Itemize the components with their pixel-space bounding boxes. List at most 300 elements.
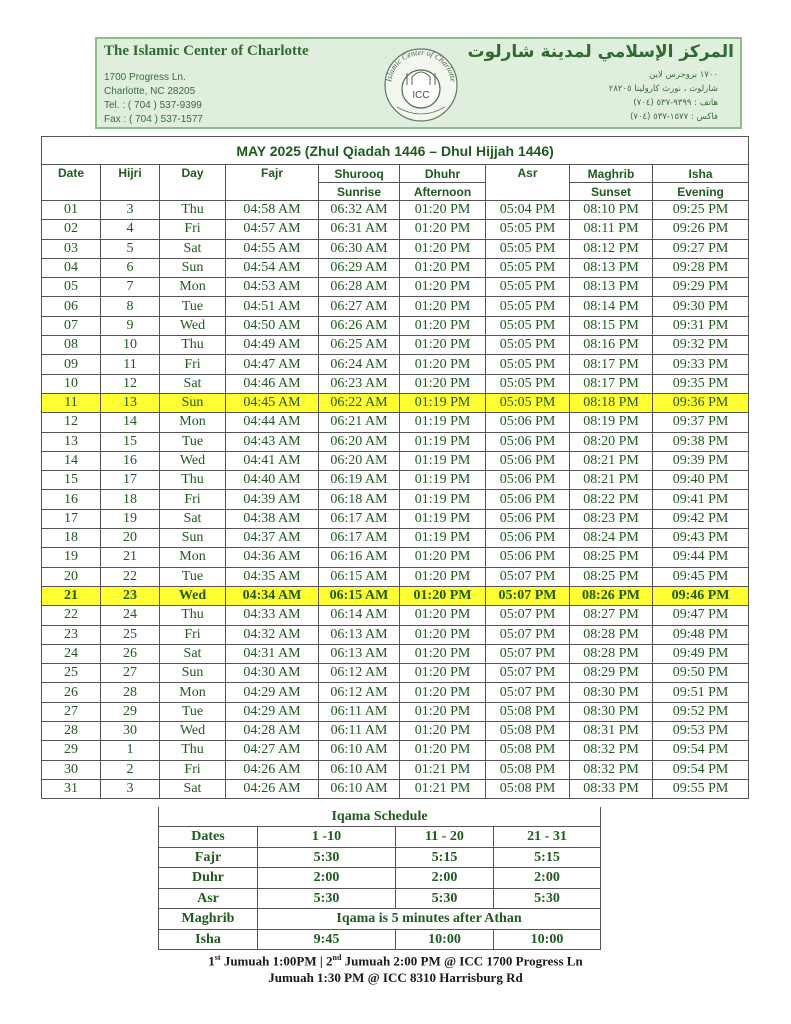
cell-hijri: 6 bbox=[101, 258, 160, 277]
iqama-time: 5:30 bbox=[396, 888, 494, 909]
cell-hijri: 5 bbox=[101, 239, 160, 258]
cell-day: Sun bbox=[160, 393, 226, 412]
cell-hijri: 14 bbox=[101, 413, 160, 432]
cell-maghrib: 08:33 PM bbox=[570, 779, 653, 798]
cell-shurooq: 06:13 AM bbox=[319, 644, 400, 663]
jumuah-1-number: 1 bbox=[208, 953, 215, 969]
iqama-schedule-table bbox=[158, 807, 601, 950]
table-row bbox=[42, 683, 749, 702]
arabic-address-1: ١٧٠٠ بروجرس لاين bbox=[649, 70, 718, 80]
cell-hijri: 17 bbox=[101, 471, 160, 490]
table-row bbox=[42, 239, 749, 258]
header-sunrise: Sunrise bbox=[319, 183, 400, 201]
cell-fajr: 04:54 AM bbox=[226, 258, 319, 277]
cell-dhuhr: 01:21 PM bbox=[400, 779, 486, 798]
cell-dhuhr: 01:20 PM bbox=[400, 722, 486, 741]
iqama-time: 2:00 bbox=[494, 868, 601, 889]
cell-dhuhr: 01:20 PM bbox=[400, 201, 486, 220]
iqama-row-asr bbox=[159, 888, 601, 909]
header-dhuhr: Dhuhr bbox=[400, 165, 486, 183]
cell-fajr: 04:40 AM bbox=[226, 471, 319, 490]
cell-day: Fri bbox=[160, 760, 226, 779]
cell-day: Sat bbox=[160, 779, 226, 798]
header-maghrib: Maghrib bbox=[570, 165, 653, 183]
cell-asr: 05:07 PM bbox=[486, 567, 570, 586]
cell-date: 15 bbox=[42, 471, 101, 490]
iqama-title: Iqama Schedule bbox=[159, 807, 601, 827]
cell-isha: 09:52 PM bbox=[653, 702, 749, 721]
iqama-prayer: Duhr bbox=[159, 868, 258, 889]
cell-maghrib: 08:22 PM bbox=[570, 490, 653, 509]
cell-day: Fri bbox=[160, 625, 226, 644]
cell-asr: 05:07 PM bbox=[486, 586, 570, 605]
cell-maghrib: 08:32 PM bbox=[570, 741, 653, 760]
cell-fajr: 04:32 AM bbox=[226, 625, 319, 644]
iqama-time: 9:45 bbox=[258, 929, 396, 950]
cell-fajr: 04:35 AM bbox=[226, 567, 319, 586]
cell-date: 16 bbox=[42, 490, 101, 509]
cell-dhuhr: 01:20 PM bbox=[400, 683, 486, 702]
cell-dhuhr: 01:20 PM bbox=[400, 664, 486, 683]
cell-shurooq: 06:11 AM bbox=[319, 702, 400, 721]
cell-date: 27 bbox=[42, 702, 101, 721]
header-afternoon: Afternoon bbox=[400, 183, 486, 201]
cell-dhuhr: 01:19 PM bbox=[400, 529, 486, 548]
cell-fajr: 04:49 AM bbox=[226, 336, 319, 355]
table-row bbox=[42, 625, 749, 644]
cell-day: Sat bbox=[160, 239, 226, 258]
iqama-row-isha bbox=[159, 929, 601, 950]
iqama-time: 5:30 bbox=[494, 888, 601, 909]
cell-asr: 05:07 PM bbox=[486, 644, 570, 663]
cell-maghrib: 08:13 PM bbox=[570, 258, 653, 277]
cell-day: Wed bbox=[160, 586, 226, 605]
cell-maghrib: 08:30 PM bbox=[570, 702, 653, 721]
cell-maghrib: 08:25 PM bbox=[570, 567, 653, 586]
cell-asr: 05:08 PM bbox=[486, 760, 570, 779]
table-row bbox=[42, 355, 749, 374]
cell-maghrib: 08:30 PM bbox=[570, 683, 653, 702]
cell-asr: 05:06 PM bbox=[486, 413, 570, 432]
cell-asr: 05:07 PM bbox=[486, 625, 570, 644]
cell-hijri: 20 bbox=[101, 529, 160, 548]
org-name: The Islamic Center of Charlotte bbox=[104, 43, 309, 59]
cell-date: 19 bbox=[42, 548, 101, 567]
table-row bbox=[42, 644, 749, 663]
cell-isha: 09:41 PM bbox=[653, 490, 749, 509]
cell-asr: 05:07 PM bbox=[486, 606, 570, 625]
cell-dhuhr: 01:20 PM bbox=[400, 548, 486, 567]
cell-shurooq: 06:20 AM bbox=[319, 451, 400, 470]
cell-dhuhr: 01:21 PM bbox=[400, 760, 486, 779]
cell-asr: 05:08 PM bbox=[486, 702, 570, 721]
cell-day: Mon bbox=[160, 413, 226, 432]
cell-dhuhr: 01:20 PM bbox=[400, 702, 486, 721]
cell-fajr: 04:36 AM bbox=[226, 548, 319, 567]
cell-maghrib: 08:21 PM bbox=[570, 451, 653, 470]
cell-dhuhr: 01:19 PM bbox=[400, 413, 486, 432]
cell-maghrib: 08:21 PM bbox=[570, 471, 653, 490]
cell-hijri: 23 bbox=[101, 586, 160, 605]
address-line-2: Charlotte, NC 28205 bbox=[104, 86, 196, 97]
cell-isha: 09:29 PM bbox=[653, 278, 749, 297]
cell-asr: 05:07 PM bbox=[486, 683, 570, 702]
cell-shurooq: 06:30 AM bbox=[319, 239, 400, 258]
iqama-time: 10:00 bbox=[494, 929, 601, 950]
cell-shurooq: 06:32 AM bbox=[319, 201, 400, 220]
table-row bbox=[42, 393, 749, 412]
cell-maghrib: 08:25 PM bbox=[570, 548, 653, 567]
cell-day: Sat bbox=[160, 644, 226, 663]
cell-date: 02 bbox=[42, 220, 101, 239]
cell-hijri: 29 bbox=[101, 702, 160, 721]
cell-hijri: 11 bbox=[101, 355, 160, 374]
cell-day: Thu bbox=[160, 471, 226, 490]
cell-isha: 09:55 PM bbox=[653, 779, 749, 798]
cell-day: Tue bbox=[160, 567, 226, 586]
cell-date: 18 bbox=[42, 529, 101, 548]
cell-asr: 05:05 PM bbox=[486, 239, 570, 258]
cell-hijri: 15 bbox=[101, 432, 160, 451]
iqama-range-1: 1 -10 bbox=[258, 827, 396, 848]
cell-isha: 09:44 PM bbox=[653, 548, 749, 567]
cell-day: Mon bbox=[160, 683, 226, 702]
cell-date: 23 bbox=[42, 625, 101, 644]
cell-hijri: 12 bbox=[101, 374, 160, 393]
cell-shurooq: 06:18 AM bbox=[319, 490, 400, 509]
cell-fajr: 04:28 AM bbox=[226, 722, 319, 741]
cell-date: 20 bbox=[42, 567, 101, 586]
cell-maghrib: 08:17 PM bbox=[570, 374, 653, 393]
cell-fajr: 04:34 AM bbox=[226, 586, 319, 605]
cell-dhuhr: 01:19 PM bbox=[400, 451, 486, 470]
cell-date: 12 bbox=[42, 413, 101, 432]
table-row bbox=[42, 258, 749, 277]
cell-fajr: 04:57 AM bbox=[226, 220, 319, 239]
table-row bbox=[42, 297, 749, 316]
table-row bbox=[42, 548, 749, 567]
cell-hijri: 25 bbox=[101, 625, 160, 644]
cell-dhuhr: 01:20 PM bbox=[400, 644, 486, 663]
cell-day: Tue bbox=[160, 297, 226, 316]
cell-date: 30 bbox=[42, 760, 101, 779]
table-row bbox=[42, 451, 749, 470]
cell-day: Fri bbox=[160, 490, 226, 509]
jumuah-line-2: Jumuah 1:30 PM @ ICC 8310 Harrisburg Rd bbox=[268, 970, 523, 985]
cell-asr: 05:06 PM bbox=[486, 490, 570, 509]
cell-date: 25 bbox=[42, 664, 101, 683]
cell-asr: 05:08 PM bbox=[486, 722, 570, 741]
table-row bbox=[42, 567, 749, 586]
cell-date: 31 bbox=[42, 779, 101, 798]
cell-date: 10 bbox=[42, 374, 101, 393]
cell-maghrib: 08:29 PM bbox=[570, 664, 653, 683]
cell-fajr: 04:30 AM bbox=[226, 664, 319, 683]
header-date: Date bbox=[42, 165, 101, 201]
prayer-times-table bbox=[41, 136, 749, 799]
cell-hijri: 18 bbox=[101, 490, 160, 509]
iqama-row-duhr bbox=[159, 868, 601, 889]
cell-shurooq: 06:12 AM bbox=[319, 664, 400, 683]
cell-dhuhr: 01:19 PM bbox=[400, 471, 486, 490]
header-evening: Evening bbox=[653, 183, 749, 201]
cell-day: Mon bbox=[160, 278, 226, 297]
cell-dhuhr: 01:19 PM bbox=[400, 393, 486, 412]
cell-asr: 05:06 PM bbox=[486, 451, 570, 470]
cell-isha: 09:31 PM bbox=[653, 316, 749, 335]
cell-shurooq: 06:17 AM bbox=[319, 509, 400, 528]
telephone: Tel. : ( 704 ) 537-9399 bbox=[104, 100, 202, 111]
cell-date: 01 bbox=[42, 201, 101, 220]
cell-maghrib: 08:15 PM bbox=[570, 316, 653, 335]
header-asr: Asr bbox=[486, 165, 570, 201]
cell-shurooq: 06:28 AM bbox=[319, 278, 400, 297]
cell-hijri: 3 bbox=[101, 201, 160, 220]
cell-isha: 09:27 PM bbox=[653, 239, 749, 258]
table-row bbox=[42, 741, 749, 760]
cell-dhuhr: 01:20 PM bbox=[400, 297, 486, 316]
cell-isha: 09:38 PM bbox=[653, 432, 749, 451]
cell-day: Fri bbox=[160, 220, 226, 239]
table-row bbox=[42, 336, 749, 355]
table-row bbox=[42, 201, 749, 220]
cell-day: Thu bbox=[160, 741, 226, 760]
cell-shurooq: 06:10 AM bbox=[319, 760, 400, 779]
header-sunset: Sunset bbox=[570, 183, 653, 201]
jumuah-line-1 bbox=[0, 953, 791, 969]
cell-dhuhr: 01:20 PM bbox=[400, 567, 486, 586]
cell-shurooq: 06:10 AM bbox=[319, 779, 400, 798]
cell-dhuhr: 01:19 PM bbox=[400, 490, 486, 509]
table-row bbox=[42, 374, 749, 393]
cell-isha: 09:51 PM bbox=[653, 683, 749, 702]
cell-shurooq: 06:16 AM bbox=[319, 548, 400, 567]
iqama-time: 2:00 bbox=[396, 868, 494, 889]
arabic-title: المركز الإسلامي لمدينة شارلوت bbox=[467, 42, 734, 62]
cell-shurooq: 06:26 AM bbox=[319, 316, 400, 335]
iqama-header-row bbox=[159, 827, 601, 848]
cell-dhuhr: 01:20 PM bbox=[400, 374, 486, 393]
cell-maghrib: 08:31 PM bbox=[570, 722, 653, 741]
cell-dhuhr: 01:20 PM bbox=[400, 239, 486, 258]
cell-fajr: 04:44 AM bbox=[226, 413, 319, 432]
iqama-row-maghrib bbox=[159, 909, 601, 930]
cell-shurooq: 06:24 AM bbox=[319, 355, 400, 374]
cell-maghrib: 08:32 PM bbox=[570, 760, 653, 779]
table-row bbox=[42, 278, 749, 297]
cell-hijri: 4 bbox=[101, 220, 160, 239]
cell-fajr: 04:51 AM bbox=[226, 297, 319, 316]
header-hijri: Hijri bbox=[101, 165, 160, 201]
cell-day: Wed bbox=[160, 722, 226, 741]
cell-dhuhr: 01:20 PM bbox=[400, 258, 486, 277]
cell-maghrib: 08:26 PM bbox=[570, 586, 653, 605]
cell-date: 11 bbox=[42, 393, 101, 412]
cell-hijri: 26 bbox=[101, 644, 160, 663]
cell-day: Tue bbox=[160, 702, 226, 721]
cell-shurooq: 06:25 AM bbox=[319, 336, 400, 355]
jumuah-2-suffix: nd bbox=[332, 953, 342, 962]
cell-date: 04 bbox=[42, 258, 101, 277]
address-line-1: 1700 Progress Ln. bbox=[104, 72, 186, 83]
fax: Fax : ( 704 ) 537-1577 bbox=[104, 114, 203, 125]
cell-maghrib: 08:13 PM bbox=[570, 278, 653, 297]
iqama-maghrib-note: Iqama is 5 minutes after Athan bbox=[258, 909, 601, 930]
cell-shurooq: 06:23 AM bbox=[319, 374, 400, 393]
cell-maghrib: 08:24 PM bbox=[570, 529, 653, 548]
cell-hijri: 30 bbox=[101, 722, 160, 741]
cell-day: Tue bbox=[160, 432, 226, 451]
cell-shurooq: 06:13 AM bbox=[319, 625, 400, 644]
cell-hijri: 28 bbox=[101, 683, 160, 702]
jumuah-2-text: Jumuah 2:00 PM @ ICC 1700 Progress Ln bbox=[341, 953, 583, 969]
cell-hijri: 10 bbox=[101, 336, 160, 355]
cell-hijri: 3 bbox=[101, 779, 160, 798]
cell-fajr: 04:37 AM bbox=[226, 529, 319, 548]
table-row bbox=[42, 220, 749, 239]
cell-day: Sat bbox=[160, 374, 226, 393]
cell-date: 03 bbox=[42, 239, 101, 258]
cell-asr: 05:06 PM bbox=[486, 548, 570, 567]
iqama-time: 2:00 bbox=[258, 868, 396, 889]
cell-asr: 05:06 PM bbox=[486, 471, 570, 490]
cell-hijri: 7 bbox=[101, 278, 160, 297]
cell-fajr: 04:27 AM bbox=[226, 741, 319, 760]
cell-hijri: 2 bbox=[101, 760, 160, 779]
header-isha: Isha bbox=[653, 165, 749, 183]
cell-fajr: 04:46 AM bbox=[226, 374, 319, 393]
cell-hijri: 8 bbox=[101, 297, 160, 316]
table-row bbox=[42, 529, 749, 548]
cell-maghrib: 08:28 PM bbox=[570, 625, 653, 644]
cell-isha: 09:49 PM bbox=[653, 644, 749, 663]
cell-isha: 09:39 PM bbox=[653, 451, 749, 470]
header-fajr: Fajr bbox=[226, 165, 319, 201]
cell-isha: 09:35 PM bbox=[653, 374, 749, 393]
cell-asr: 05:05 PM bbox=[486, 336, 570, 355]
iqama-prayer: Isha bbox=[159, 929, 258, 950]
cell-shurooq: 06:14 AM bbox=[319, 606, 400, 625]
cell-hijri: 21 bbox=[101, 548, 160, 567]
cell-maghrib: 08:27 PM bbox=[570, 606, 653, 625]
cell-fajr: 04:55 AM bbox=[226, 239, 319, 258]
cell-hijri: 22 bbox=[101, 567, 160, 586]
iqama-time: 10:00 bbox=[396, 929, 494, 950]
cell-day: Thu bbox=[160, 336, 226, 355]
cell-fajr: 04:58 AM bbox=[226, 201, 319, 220]
cell-asr: 05:08 PM bbox=[486, 779, 570, 798]
cell-maghrib: 08:28 PM bbox=[570, 644, 653, 663]
table-row bbox=[42, 509, 749, 528]
iqama-range-2: 11 - 20 bbox=[396, 827, 494, 848]
cell-hijri: 16 bbox=[101, 451, 160, 470]
cell-date: 28 bbox=[42, 722, 101, 741]
logo-arc-text: Islamic Center of Charlotte bbox=[384, 47, 458, 83]
jumuah-1-text: Jumuah 1:00PM | 2 bbox=[220, 953, 333, 969]
cell-fajr: 04:41 AM bbox=[226, 451, 319, 470]
cell-asr: 05:06 PM bbox=[486, 509, 570, 528]
table-title: MAY 2025 (Zhul Qiadah 1446 – Dhul Hijjah 1446) bbox=[42, 137, 749, 165]
cell-fajr: 04:39 AM bbox=[226, 490, 319, 509]
arabic-telephone: هاتف : ٩٣٩٩-٥٣٧ (٧٠٤) bbox=[633, 98, 718, 108]
cell-isha: 09:48 PM bbox=[653, 625, 749, 644]
cell-shurooq: 06:15 AM bbox=[319, 586, 400, 605]
cell-date: 21 bbox=[42, 586, 101, 605]
cell-shurooq: 06:31 AM bbox=[319, 220, 400, 239]
cell-date: 22 bbox=[42, 606, 101, 625]
cell-shurooq: 06:19 AM bbox=[319, 471, 400, 490]
table-row bbox=[42, 722, 749, 741]
cell-asr: 05:06 PM bbox=[486, 432, 570, 451]
table-row bbox=[42, 413, 749, 432]
iqama-dates-label: Dates bbox=[159, 827, 258, 848]
cell-day: Mon bbox=[160, 548, 226, 567]
cell-isha: 09:54 PM bbox=[653, 760, 749, 779]
iqama-time: 5:15 bbox=[396, 847, 494, 868]
cell-day: Sat bbox=[160, 509, 226, 528]
cell-shurooq: 06:11 AM bbox=[319, 722, 400, 741]
cell-fajr: 04:26 AM bbox=[226, 760, 319, 779]
cell-day: Wed bbox=[160, 451, 226, 470]
cell-isha: 09:47 PM bbox=[653, 606, 749, 625]
cell-fajr: 04:29 AM bbox=[226, 683, 319, 702]
cell-date: 29 bbox=[42, 741, 101, 760]
cell-day: Sun bbox=[160, 664, 226, 683]
cell-fajr: 04:45 AM bbox=[226, 393, 319, 412]
cell-isha: 09:30 PM bbox=[653, 297, 749, 316]
table-row bbox=[42, 316, 749, 335]
cell-day: Fri bbox=[160, 355, 226, 374]
cell-asr: 05:05 PM bbox=[486, 278, 570, 297]
cell-isha: 09:32 PM bbox=[653, 336, 749, 355]
cell-isha: 09:46 PM bbox=[653, 586, 749, 605]
iqama-time: 5:15 bbox=[494, 847, 601, 868]
iqama-prayer: Fajr bbox=[159, 847, 258, 868]
cell-isha: 09:33 PM bbox=[653, 355, 749, 374]
iqama-prayer: Maghrib bbox=[159, 909, 258, 930]
cell-isha: 09:50 PM bbox=[653, 664, 749, 683]
cell-date: 08 bbox=[42, 336, 101, 355]
cell-maghrib: 08:20 PM bbox=[570, 432, 653, 451]
icc-logo bbox=[379, 41, 463, 125]
cell-shurooq: 06:21 AM bbox=[319, 413, 400, 432]
logo-text: ICC bbox=[412, 90, 430, 101]
cell-date: 06 bbox=[42, 297, 101, 316]
cell-dhuhr: 01:20 PM bbox=[400, 741, 486, 760]
cell-asr: 05:05 PM bbox=[486, 220, 570, 239]
cell-day: Wed bbox=[160, 316, 226, 335]
cell-maghrib: 08:12 PM bbox=[570, 239, 653, 258]
cell-hijri: 13 bbox=[101, 393, 160, 412]
cell-isha: 09:42 PM bbox=[653, 509, 749, 528]
cell-shurooq: 06:15 AM bbox=[319, 567, 400, 586]
cell-shurooq: 06:29 AM bbox=[319, 258, 400, 277]
cell-dhuhr: 01:19 PM bbox=[400, 509, 486, 528]
cell-shurooq: 06:20 AM bbox=[319, 432, 400, 451]
table-row bbox=[42, 779, 749, 798]
cell-shurooq: 06:22 AM bbox=[319, 393, 400, 412]
cell-dhuhr: 01:20 PM bbox=[400, 220, 486, 239]
cell-fajr: 04:33 AM bbox=[226, 606, 319, 625]
cell-isha: 09:36 PM bbox=[653, 393, 749, 412]
cell-date: 14 bbox=[42, 451, 101, 470]
cell-asr: 05:06 PM bbox=[486, 529, 570, 548]
cell-asr: 05:05 PM bbox=[486, 374, 570, 393]
iqama-prayer: Asr bbox=[159, 888, 258, 909]
cell-asr: 05:05 PM bbox=[486, 355, 570, 374]
jumuah-1-suffix: st bbox=[214, 953, 221, 962]
cell-date: 05 bbox=[42, 278, 101, 297]
